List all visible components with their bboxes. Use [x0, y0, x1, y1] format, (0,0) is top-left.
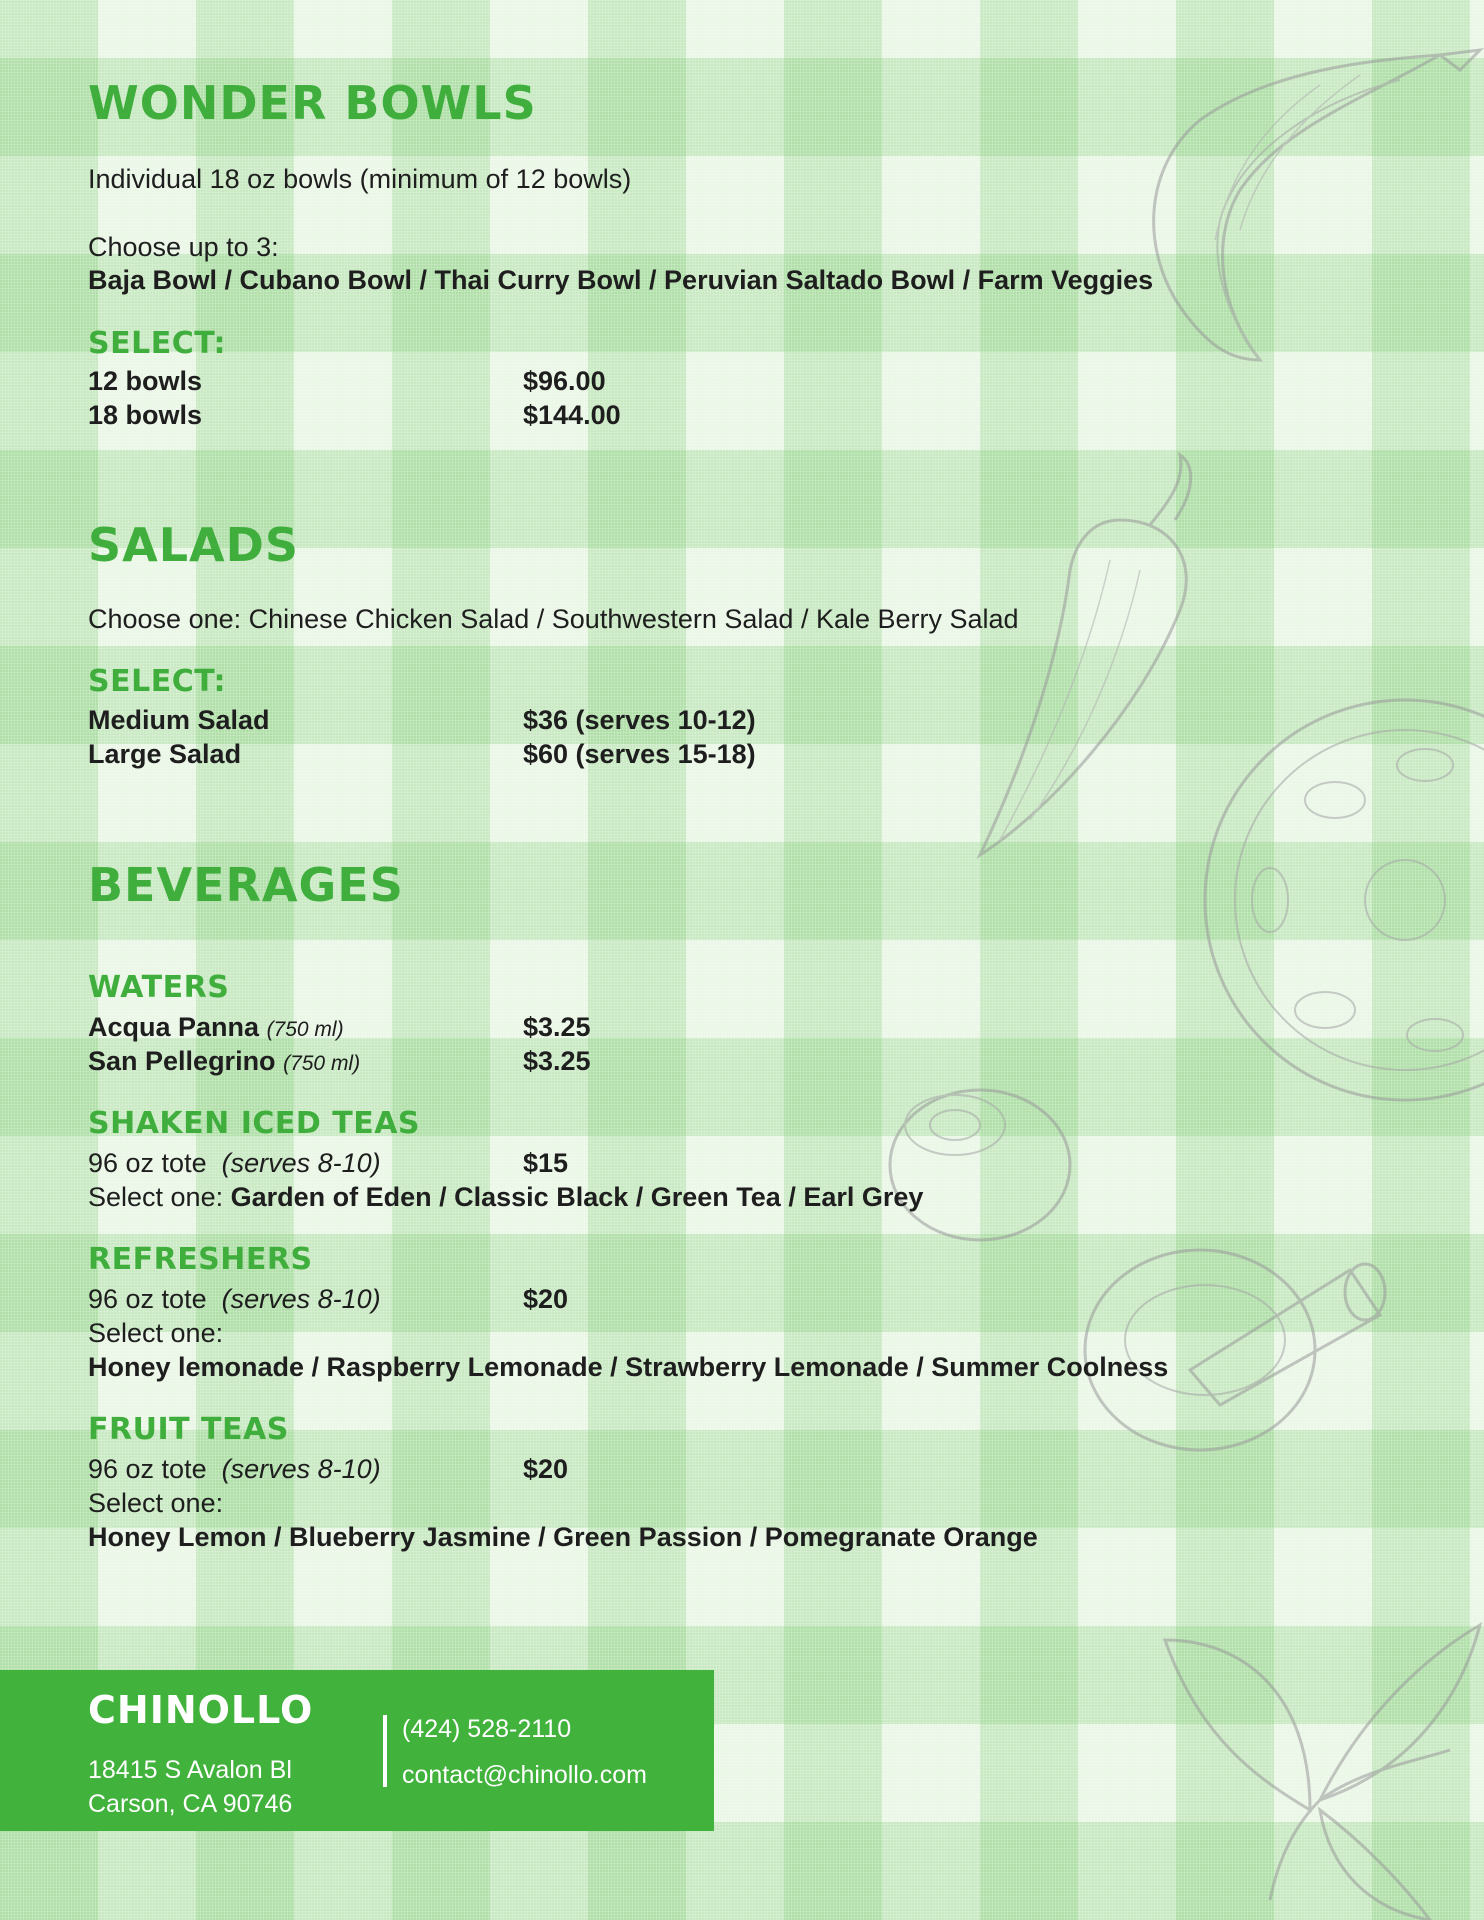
tote-serves: (serves 8-10): [221, 1284, 381, 1314]
tote-size: 96 oz tote: [88, 1284, 207, 1314]
fruit-teas-options: Honey Lemon / Blueberry Jasmine / Green Passion / Pomegranate Orange: [88, 1522, 1038, 1552]
item-name: Acqua Panna: [88, 1012, 260, 1042]
footer-contact-box: [0, 1670, 714, 1831]
email-address[interactable]: contact@chinollo.com: [402, 1761, 647, 1789]
item-name: Medium Salad: [88, 705, 270, 735]
tote-size: 96 oz tote: [88, 1148, 207, 1178]
fruit-teas-select-prefix: Select one:: [88, 1488, 224, 1518]
salads-title: SALADS: [88, 518, 299, 572]
tote-size: 96 oz tote: [88, 1454, 207, 1484]
tote-desc: [88, 1146, 381, 1180]
tomato-slice-sketch-icon: [1175, 690, 1484, 1110]
refreshers-label: REFRESHERS: [88, 1242, 313, 1277]
item-price: $60 (serves 15-18): [523, 739, 756, 769]
item-price: $20: [523, 1284, 569, 1314]
select-options: Garden of Eden / Classic Black / Green Tea / Earl Grey: [230, 1182, 924, 1212]
tote-desc: [88, 1282, 381, 1316]
item-name: 18 bowls: [88, 400, 203, 430]
basil-leaves-sketch-icon: [1160, 1620, 1484, 1920]
item-price: $36 (serves 10-12): [523, 705, 756, 735]
refreshers-options: Honey lemonade / Raspberry Lemonade / Strawberry Lemonade / Summer Coolness: [88, 1352, 1169, 1382]
address-line-2: Carson, CA 90746: [88, 1790, 293, 1818]
item-name: Large Salad: [88, 739, 242, 769]
fruit-teas-label: FRUIT TEAS: [88, 1412, 289, 1447]
item-price: $15: [523, 1148, 569, 1178]
wonder-bowls-select-label: SELECT:: [88, 326, 227, 361]
brand-name: CHINOLLO: [88, 1688, 314, 1732]
item-size: (750 ml): [283, 1052, 361, 1075]
address-line-1: 18415 S Avalon Bl: [88, 1756, 292, 1784]
mushroom-sketch-icon: [880, 1080, 1080, 1260]
item-price: $144.00: [523, 400, 621, 430]
item-name-group: [88, 1010, 344, 1047]
item-name: San Pellegrino: [88, 1046, 276, 1076]
tote-desc: [88, 1452, 381, 1486]
wonder-bowls-choose-label: Choose up to 3:: [88, 232, 279, 262]
item-price: $3.25: [523, 1012, 591, 1042]
tote-serves: (serves 8-10): [221, 1454, 381, 1484]
beverages-title: BEVERAGES: [88, 858, 404, 912]
item-name: 12 bowls: [88, 366, 203, 396]
item-price: $3.25: [523, 1046, 591, 1076]
salads-choose-text: Choose one: Chinese Chicken Salad / Southwestern Salad / Kale Berry Salad: [88, 604, 1019, 634]
tote-serves: (serves 8-10): [221, 1148, 381, 1178]
item-name-group: [88, 1044, 360, 1081]
item-price: $96.00: [523, 366, 606, 396]
wonder-bowls-options: Baja Bowl / Cubano Bowl / Thai Curry Bowl / Peruvian Saltado Bowl / Farm Veggies: [88, 265, 1154, 295]
banana-sketch-icon: [1120, 40, 1484, 370]
iced-teas-label: SHAKEN ICED TEAS: [88, 1106, 421, 1141]
refreshers-select-prefix: Select one:: [88, 1318, 224, 1348]
select-prefix: Select one:: [88, 1182, 224, 1212]
salads-select-label: SELECT:: [88, 664, 227, 699]
waters-label: WATERS: [88, 970, 230, 1005]
phone-number: (424) 528-2110: [402, 1715, 572, 1743]
divider: [383, 1715, 387, 1787]
iced-teas-select: [88, 1180, 923, 1214]
wonder-bowls-title: WONDER BOWLS: [88, 76, 537, 130]
mortar-pestle-sketch-icon: [1080, 1220, 1400, 1460]
item-price: $20: [523, 1454, 569, 1484]
wonder-bowls-subtitle: Individual 18 oz bowls (minimum of 12 bowls): [88, 164, 632, 194]
item-size: (750 ml): [266, 1018, 344, 1041]
